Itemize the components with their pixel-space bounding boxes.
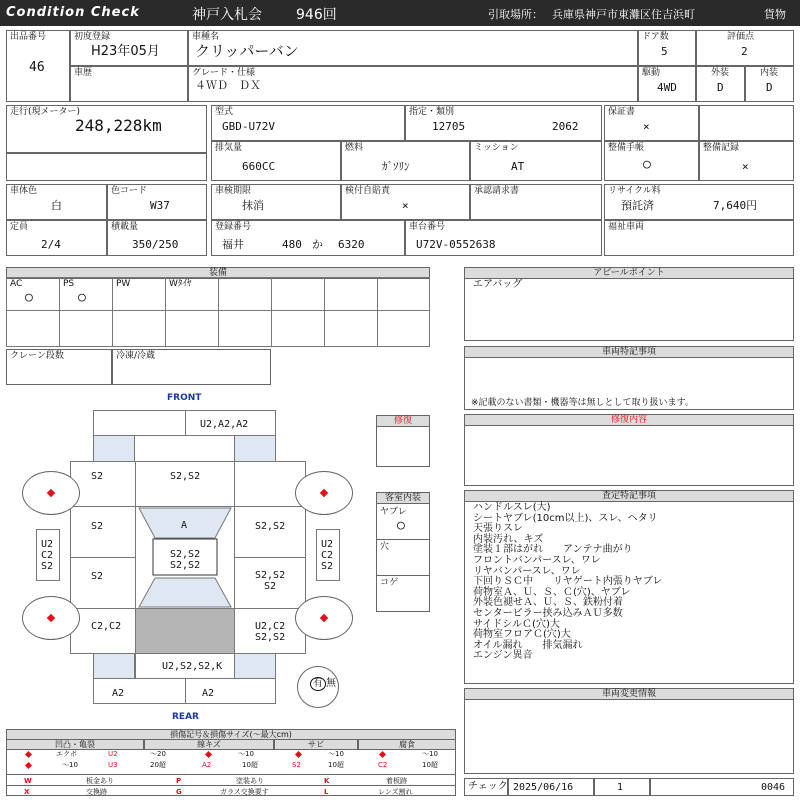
equip-cell-ps: PS ○ — [59, 277, 113, 311]
equip-cell — [112, 310, 166, 347]
interior-box: 内装 D — [745, 66, 794, 102]
side-right: U2 C2 S2 — [316, 529, 340, 581]
check-page-box: 1 — [594, 778, 650, 796]
auction-round: 946回 — [296, 7, 337, 23]
equip-cell — [6, 310, 60, 347]
approval-box: 承認請求書 — [470, 184, 602, 220]
color-code-box: 色コード W37 — [107, 184, 207, 220]
change-info-title: 車両変更情報 — [465, 689, 793, 700]
legend-cat-3: 腐食 — [358, 739, 456, 750]
crane-box: クレーン段数 — [6, 349, 112, 385]
mileage-sub — [6, 153, 207, 181]
note-line: 下回りＳＣ中 リヤゲート内張りヤブレ — [473, 576, 663, 588]
model-box: 型式 GBD-U72V — [211, 105, 405, 141]
drive: 4WD — [657, 81, 677, 94]
equip-cell — [218, 310, 272, 347]
headlight-right — [234, 435, 276, 462]
category: 貨物 — [764, 8, 786, 21]
legend-codes-row-1: W 板金あり P 塗装あり K 着板跡 — [6, 774, 456, 785]
spare-no: 無 — [326, 678, 336, 689]
note-line: 塗装１部はがれ アンテナ曲がり — [473, 544, 633, 556]
vehicle-notes-panel — [464, 346, 794, 410]
pickup-label: 引取場所： — [488, 8, 543, 21]
note-line: 外装色褪せＡ、Ｕ、Ｓ、鉄粉付着 — [473, 597, 623, 609]
lot-no: 46 — [29, 60, 45, 75]
note-line: リヤバンパースレ、ワレ — [473, 565, 581, 577]
liability-box: 検付自賠責 × — [341, 184, 470, 220]
repair-box — [376, 415, 430, 467]
reg-kana: か — [312, 238, 323, 251]
equip-cell-wtire: Wﾀｲﾔ — [165, 277, 219, 311]
score: 2 — [741, 45, 748, 58]
wheel-rear-right — [295, 596, 353, 640]
maintenance-rec-box: 整備記録 × — [699, 141, 794, 181]
maintenance: ○ — [643, 157, 651, 172]
cabin-hole-label: 穴 — [380, 542, 390, 552]
equip-cell — [377, 310, 430, 347]
front-door-left: S2 — [70, 506, 136, 558]
freezer-box: 冷凍/冷蔵 — [112, 349, 271, 385]
chassis-box: 車台番号 U72V-0552638 — [405, 220, 602, 256]
inspection-box: 車検期限 抹消 — [211, 184, 341, 220]
cargo-floor — [135, 608, 235, 654]
headlight-left — [93, 435, 135, 462]
inspection: 抹消 — [242, 199, 264, 212]
body-color-box: 車体色 白 — [6, 184, 107, 220]
car-name-box: 車種名 クリッパーバン — [188, 30, 638, 66]
note-line: エンジン異音 — [473, 650, 533, 662]
exterior: D — [717, 81, 724, 94]
rear-quarter-right: U2,C2 S2,S2 — [234, 608, 306, 654]
front-fender-left: S2 — [70, 461, 136, 507]
front-door-right: S2,S2 — [234, 506, 306, 558]
wheel-front-right — [295, 471, 353, 515]
liability: × — [402, 199, 409, 212]
check-label-box: チェック — [464, 778, 508, 796]
pickup-location: 兵庫県神戸市東灘区住吉浜町 — [552, 8, 695, 21]
interior: D — [766, 81, 773, 94]
doors: 5 — [661, 45, 668, 58]
warranty-box-2 — [699, 105, 794, 141]
repair-title: 修復内容 — [465, 415, 793, 426]
car-name: クリッパーバン — [195, 42, 299, 60]
windshield-damage: A — [181, 520, 188, 531]
load-box: 積載量 350/250 — [107, 220, 207, 256]
rear-bumper-right: A2 — [185, 678, 276, 704]
warranty-box: 保証書 × — [604, 105, 699, 141]
color-code: W37 — [150, 199, 170, 212]
legend-title: 損傷記号＆損傷サイズ(〜最大cm) — [7, 730, 455, 740]
first-reg: H23年05月 — [91, 44, 160, 59]
reg-num: 6320 — [338, 238, 365, 251]
wheel-rear-left — [22, 596, 80, 640]
legend-cat-2: サビ — [274, 739, 358, 750]
note-line: 荷物室Ａ、Ｕ、Ｓ、Ｃ(穴)、ヤブレ — [473, 586, 631, 598]
appeal-title: アピールポイント — [465, 268, 793, 279]
recycle-status: 預託済 — [621, 199, 654, 212]
displacement-box: 排気量 660CC — [211, 141, 341, 181]
fuel: ｶﾞｿﾘﾝ — [382, 160, 410, 173]
cabin-burn-label: コゲ — [380, 578, 399, 588]
legend-cat-1: 線キズ — [144, 739, 274, 750]
capacity: 2/4 — [41, 238, 61, 251]
exterior-box: 外装 D — [696, 66, 745, 102]
recycle-box: リサイクル料 預託済 7,640円 — [604, 184, 794, 220]
rear-panel: U2,S2,S2,K — [135, 653, 235, 679]
auction-name: 神戸入札会 — [192, 7, 262, 23]
spare-yes: 有 — [310, 677, 326, 691]
designation-box: 指定・類別 12705 2062 — [405, 105, 602, 141]
body-color: 白 — [51, 199, 62, 212]
rear-door-right: S2,S2 S2 — [234, 557, 306, 609]
equip-cell — [377, 277, 430, 311]
maintenance-box: 整備手帳 ○ — [604, 141, 699, 181]
change-info-panel — [464, 688, 794, 774]
rear-quarter-left: C2,C2 — [70, 608, 136, 654]
front-label: FRONT — [167, 393, 202, 403]
note-line: サイドシルＣ(穴)大 — [473, 618, 560, 630]
recycle-fee: 7,640円 — [713, 199, 758, 212]
note-line: 内装汚れ、キズ — [473, 533, 544, 545]
mileage-box: 走行(現メーター) 248,228km — [6, 105, 207, 153]
reg-pref: 福井 — [222, 238, 244, 251]
maintenance-rec: × — [742, 160, 749, 173]
mileage: 248,228km — [75, 116, 162, 135]
fuel-box: 燃料 ｶﾞｿﾘﾝ — [341, 141, 470, 181]
equipment-title: 装備 — [7, 268, 429, 279]
inspection-notes-list — [473, 503, 662, 662]
note-line: オイル漏れ 排気漏れ — [473, 639, 583, 651]
cabin-box — [376, 492, 430, 612]
equip-cell — [324, 277, 378, 311]
front-fender-right — [234, 461, 306, 507]
rear-door-left: S2 — [70, 557, 136, 609]
appeal-panel — [464, 267, 794, 341]
displacement: 660CC — [242, 160, 276, 173]
notes-disclaimer: ※記載のない書類・機器等は無しとして取り扱います。 — [471, 398, 694, 408]
mission: AT — [511, 160, 525, 173]
category-no: 2062 — [552, 120, 579, 133]
doors-box: ドア数 5 — [638, 30, 696, 66]
wheel-front-left — [22, 471, 80, 515]
first-reg-box: 初度登録 H23年05月 — [70, 30, 188, 66]
cabin-tear-value: ○ — [397, 518, 405, 533]
warranty: × — [643, 120, 650, 133]
rear-label: REAR — [172, 712, 199, 722]
note-line: 天張りスレ — [473, 523, 523, 535]
cabin-tear-label: ヤブレ — [380, 507, 407, 517]
equip-cell — [324, 310, 378, 347]
note-line: ハンドルスレ(大) — [473, 502, 551, 513]
note-line: フロントバンパースレ、ワレ — [473, 554, 601, 566]
equip-cell — [59, 310, 113, 347]
note-line: シートヤブレ(10cm以上)、スレ、ヘタリ — [473, 512, 658, 524]
inspection-notes-title: 査定特記事項 — [465, 491, 793, 502]
mission-box: ミッション AT — [470, 141, 602, 181]
logo: Condition Check — [6, 5, 140, 20]
reg-class: 480 — [282, 238, 302, 251]
lot-no-box: 出品番号 46 — [6, 30, 70, 102]
vehicle-notes-title: 車両特記事項 — [465, 347, 793, 358]
front-bumper-left — [93, 410, 186, 436]
legend-row-2: 〜10 U3 20超 A2 10超 S2 10超 C2 10超 — [6, 760, 456, 771]
equip-cell — [271, 277, 325, 311]
inspection-notes-panel — [464, 490, 794, 684]
score-box: 評価点 2 — [696, 30, 794, 66]
equip-cell — [271, 310, 325, 347]
rear-window-shape — [139, 578, 231, 607]
reg-no-box: 登録番号 福井 480 か 6320 — [211, 220, 405, 256]
chassis: U72V-0552638 — [416, 238, 496, 251]
hood: S2,S2 — [135, 461, 235, 507]
rear-bumper-left: A2 — [93, 678, 186, 704]
equip-cell-ac: AC ○ — [6, 277, 60, 311]
grade: ４ＷＤ ＤＸ — [195, 79, 261, 92]
roof-damage: S2,S2 S2,S2 — [170, 549, 201, 571]
repair-panel — [464, 414, 794, 486]
check-date-box: 2025/06/16 — [508, 778, 594, 796]
taillight-left — [93, 653, 135, 679]
appeal-text: エアバッグ — [473, 279, 523, 290]
capacity-box: 定員 2/4 — [6, 220, 107, 256]
history-box: 車歴 — [70, 66, 188, 102]
note-line: センターピラー挟み込みＡＵ多数 — [473, 607, 623, 619]
cabin-title: 客室内装 — [377, 493, 429, 504]
equip-cell — [165, 310, 219, 347]
grade-box: グレード・仕様 ４ＷＤ ＤＸ — [188, 66, 638, 102]
front-bumper: U2,A2,A2 — [185, 410, 276, 436]
model: GBD-U72V — [222, 120, 275, 133]
legend-codes-row-2: X 交換跡 G ガラス交換要す L レンズ割れ — [6, 785, 456, 796]
repair-header: 修復 — [377, 416, 429, 427]
taillight-right — [234, 653, 276, 679]
legend-row-1: エクボ U2 〜20 〜10 〜10 〜10 — [6, 749, 456, 760]
note-line: 荷物室フロアＣ(穴)大 — [473, 629, 571, 641]
side-left: U2 C2 S2 — [36, 529, 60, 581]
legend-cat-0: 凹凸・亀裂 — [6, 739, 144, 750]
welfare-box: 福祉車両 — [604, 220, 794, 256]
equip-cell — [218, 277, 272, 311]
check-code-box: 0046 — [650, 778, 794, 796]
equip-cell-pw: PW — [112, 277, 166, 311]
drive-box: 駆動 4WD — [638, 66, 696, 102]
designation: 12705 — [432, 120, 466, 133]
load: 350/250 — [132, 238, 179, 251]
